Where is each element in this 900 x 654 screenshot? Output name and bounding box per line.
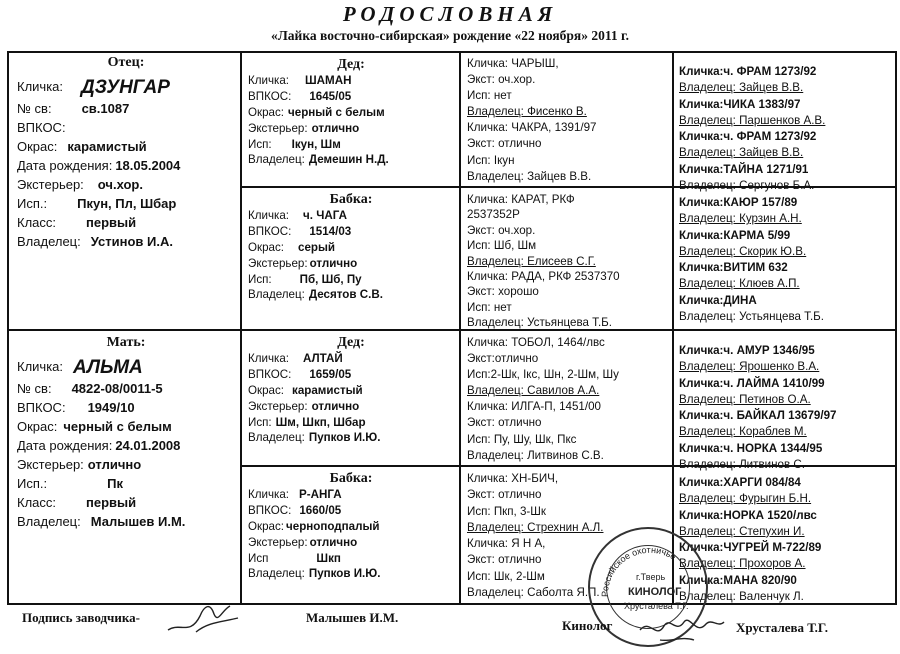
dob-label: Дата рождения: [17, 437, 113, 453]
gg-entry: Владелец: Стрехнин А.Л. [467, 520, 604, 534]
exterior-label: Экстерьер: [17, 456, 84, 472]
grandparent-vpkos: 1660/05 [299, 503, 342, 517]
grandparent-trials: Пб, Шб, Пу [299, 272, 362, 286]
breeder-name: Малышев И.М. [306, 610, 399, 625]
ggg-entry: Кличка:КАРМА 5/99 [679, 228, 791, 242]
ggg-entry: Владелец: Сергунов Б.А. [679, 179, 815, 193]
gg-entry: Исп:2-Шк, Iкс, Шн, 2-Шм, Шу [467, 368, 619, 382]
gg-entry: Исп: Iкун [467, 153, 515, 167]
seal-center: КИНОЛОГ [628, 586, 682, 598]
gg-entry: Владелец: Фисенко В. [467, 105, 587, 119]
ggg-entry: Кличка:ВИТИМ 632 [679, 261, 788, 275]
gg-entry: Кличка: ЧАКРА, 1391/97 [467, 121, 597, 135]
vpkos-label: ВПКОС: [248, 224, 292, 238]
grandparent-trials: Шм, Шкп, Шбар [275, 415, 366, 429]
father-header: Отец: [107, 55, 145, 70]
mother-dob: 24.01.2008 [115, 437, 181, 453]
gg-entry: Экст: отлично [467, 553, 542, 567]
vpkos-label: ВПКОС: [248, 503, 292, 517]
gg-entry: Исп: Пу, Шу, Шк, Пкс [467, 432, 577, 446]
class-label: Класс: [17, 494, 56, 510]
grandparent-owner: Пупков И.Ю. [308, 567, 381, 581]
ggg-cell-4 [679, 475, 893, 605]
cynologist-label: Кинолог [562, 618, 613, 633]
ggg-entry: Владелец: Ярошенко В.А. [679, 360, 820, 374]
grandparent-exterior: отлично [311, 121, 360, 135]
seal-name: Хрусталева Т.Г. [624, 601, 689, 611]
ggg-entry: Кличка:НОРКА 1520/лвс [679, 508, 817, 522]
gg-entry: Кличка: ИЛГА-П, 1451/00 [467, 400, 601, 414]
trials-label: Исп: [248, 137, 272, 151]
gg-entry: Исп: Шк, 2-Шм [467, 569, 545, 583]
mother-name: АЛЬМА [73, 356, 143, 378]
ggg-entry: Владелец: Зайцев В.В. [679, 146, 804, 160]
color-label: Окрас: [17, 138, 58, 154]
grandparent-exterior: отлично [309, 535, 358, 549]
grandparent-owner: Пупков И.Ю. [308, 431, 381, 445]
father-trials: Пкун, Пл, Шбар [77, 195, 177, 211]
owner-label: Владелец: [248, 153, 305, 167]
exterior-label: Экстерьер: [248, 256, 308, 270]
gg-entry: Исп: Пкп, 3-Шк [467, 504, 546, 518]
cynologist-name: Хрусталева Т.Г. [736, 620, 828, 635]
grandparent-vpkos: 1514/03 [309, 224, 352, 238]
ggg-entry: Владелец: Фурыгин Б.Н. [679, 492, 812, 506]
ggg-entry: Владелец: Петинов О.А. [679, 392, 811, 406]
name-label: Кличка: [248, 487, 290, 501]
father-color: карамистый [67, 138, 147, 154]
color-label: Окрас: [248, 240, 285, 254]
gg-entry: Экст: хорошо [467, 285, 539, 299]
great-grandparents-cell-3 [467, 335, 670, 464]
ggg-cell-1 [679, 64, 893, 194]
gg-entry: Экст: отлично [467, 137, 542, 151]
grandparent-vpkos: 1659/05 [309, 367, 352, 381]
grandparent-color: черноподпалый [286, 519, 380, 533]
ggg-entry: Кличка:ХАРГИ 084/84 [679, 476, 801, 489]
gg-entry: Владелец: Устьянцева Т.Б. [467, 316, 612, 330]
exterior-label: Экстерьер: [17, 176, 84, 192]
gg-entry: Экст: отлично [467, 488, 542, 502]
vpkos-label: ВПКОС: [17, 399, 66, 415]
maternal-grandfather-cell [248, 335, 454, 446]
dob-label: Дата рождения: [17, 157, 113, 173]
ggg-entry: Кличка:ЧИКА 1383/97 [679, 97, 801, 111]
mother-cell [17, 335, 235, 531]
ggg-cell-3 [679, 343, 893, 473]
father-class: первый [86, 214, 137, 230]
trials-label: Исп [248, 551, 269, 565]
gg-entry: Кличка: РАДА, РКФ 2537370 [467, 270, 620, 284]
name-label: Кличка: [248, 351, 290, 365]
ggg-entry: Кличка:ТАЙНА 1271/91 [679, 162, 809, 176]
gg-entry: Экст:отлично [467, 352, 539, 366]
grandparent-color: серый [298, 240, 336, 254]
mother-class: первый [86, 494, 137, 510]
color-label: Окрас: [248, 105, 285, 119]
color-label: Окрас: [248, 519, 285, 533]
exterior-label: Экстерьер: [248, 399, 308, 413]
vpkos-label: ВПКОС: [17, 119, 66, 135]
gg-entry: Владелец: Савилов А.А. [467, 384, 600, 398]
gg-entry: Исп: нет [467, 89, 512, 103]
gg-entry: Кличка: ТОБОЛ, 1464/лвс [467, 336, 605, 349]
ggg-entry: Кличка:КАЮР 157/89 [679, 196, 798, 209]
owner-label: Владелец: [248, 567, 305, 581]
ggg-entry: Владелец: Устьянцева Т.Б. [679, 310, 824, 324]
maternal-grandmother-cell [248, 471, 454, 582]
gg-entry: Владелец: Елисеев С.Г. [467, 254, 596, 268]
breeder-signature-icon [160, 592, 250, 642]
grandparent-trials: Iкун, Шм [291, 137, 341, 151]
mother-color: черный с белым [63, 418, 172, 434]
grandparent-name: ч. ЧАГА [303, 208, 347, 222]
name-label: Кличка: [248, 73, 290, 87]
father-name: ДЗУНГАР [81, 76, 170, 98]
ggg-entry: Владелец: Степухин И. [679, 524, 805, 538]
mother-trials: Пк [107, 475, 123, 491]
owner-label: Владелец: [248, 288, 305, 302]
ggg-cell-2 [679, 195, 893, 325]
trials-label: Исп: [248, 415, 272, 429]
color-label: Окрас: [17, 418, 58, 434]
vpkos-label: ВПКОС: [248, 367, 292, 381]
breeder-signature-label: Подпись заводчика- [22, 610, 140, 625]
grandparent-exterior: отлично [311, 399, 360, 413]
ggg-entry: Владелец: Валенчук Л. [679, 590, 804, 604]
grandparent-header: Дед: [337, 57, 365, 72]
grandparent-header: Бабка: [329, 471, 373, 486]
great-grandparents-cell-2 [467, 192, 670, 331]
mother-sv: 4822-08/0011-5 [71, 380, 163, 396]
gg-entry: Экст: оч.хор. [467, 73, 536, 87]
grandparent-owner: Демешин Н.Д. [308, 153, 389, 167]
grandparent-owner: Десятов С.В. [308, 288, 383, 302]
trials-label: Исп: [248, 272, 272, 286]
mother-exterior: отлично [87, 456, 142, 472]
ggg-entry: Владелец: Клюев А.П. [679, 277, 800, 291]
document-title: РОДОСЛОВНАЯ [342, 2, 558, 26]
gg-entry: Кличка: Я Н А, [467, 537, 546, 551]
grandparent-name: АЛТАЙ [303, 351, 343, 365]
ggg-entry: Кличка:ЧУГРЕЙ М-722/89 [679, 541, 822, 555]
owner-label: Владелец: [248, 431, 305, 445]
grandparent-name: Р-АНГА [299, 487, 342, 501]
gg-entry: Кличка: КАРАТ, РКФ [467, 193, 575, 206]
grandparent-header: Бабка: [329, 192, 373, 207]
gg-entry: Кличка: ХН-БИЧ, [467, 472, 559, 485]
owner-label: Владелец: [17, 513, 81, 529]
exterior-label: Экстерьер: [248, 535, 308, 549]
gg-entry: Экст: оч.хор. [467, 223, 536, 237]
trials-label: Исп.: [17, 475, 48, 491]
ggg-entry: Владелец: Кораблев М. [679, 425, 807, 439]
name-label: Кличка: [17, 78, 64, 94]
class-label: Класс: [17, 214, 56, 230]
owner-label: Владелец: [17, 233, 81, 249]
seal-ring-label: Российское охотничье [599, 544, 678, 598]
column-divider-3 [672, 53, 674, 603]
father-owner: Устинов И.А. [90, 233, 173, 249]
mother-header: Мать: [106, 335, 146, 350]
ggg-entry: Владелец: Прохоров А. [679, 557, 806, 571]
exterior-label: Экстерьер: [248, 121, 308, 135]
ggg-entry: Кличка:ч. ФРАМ 1273/92 [679, 65, 817, 78]
ggg-entry: Кличка:ч. БАЙКАЛ 13679/97 [679, 409, 837, 423]
gg-entry: Исп: Шб, Шм [467, 239, 537, 253]
ggg-entry: Кличка:ч. ЛАЙМА 1410/99 [679, 376, 825, 390]
color-label: Окрас: [248, 383, 285, 397]
grandparent-vpkos: 1645/05 [309, 89, 352, 103]
grandparent-color: черный с белым [288, 105, 385, 119]
father-dob: 18.05.2004 [115, 157, 181, 173]
mother-vpkos: 1949/10 [87, 399, 135, 415]
mother-owner: Малышев И.М. [90, 513, 186, 529]
name-label: Кличка: [17, 358, 64, 374]
gg-entry: Владелец: Литвинов С.В. [467, 448, 604, 462]
father-sv: св.1087 [81, 100, 130, 116]
ggg-entry: Кличка:МАНА 820/90 [679, 573, 797, 587]
vpkos-label: ВПКОС: [248, 89, 292, 103]
gg-entry: Исп: нет [467, 300, 512, 314]
column-divider-1 [240, 53, 242, 603]
grandparent-exterior: отлично [309, 256, 358, 270]
column-divider-2 [459, 53, 461, 603]
ggg-entry: Кличка:ч. ФРАМ 1273/92 [679, 130, 817, 144]
paternal-grandfather-cell [248, 57, 454, 168]
cynologist-signature-icon [630, 600, 730, 650]
name-label: Кличка: [248, 208, 290, 222]
ggg-entry: Владелец: Паршенков А.В. [679, 113, 826, 127]
paternal-grandmother-cell [248, 192, 454, 303]
gg-entry: Владелец: Зайцев В.В. [467, 169, 592, 183]
ggg-entry: Владелец: Скорик Ю.В. [679, 244, 807, 258]
ggg-entry: Владелец: Зайцев В.В. [679, 81, 804, 95]
grandparent-header: Дед: [337, 335, 365, 350]
father-exterior: оч.хор. [97, 176, 143, 192]
row-divider-center [9, 329, 895, 331]
ggg-entry: Кличка:ч. АМУР 1346/95 [679, 344, 815, 357]
ggg-entry: Кличка:ч. НОРКА 1344/95 [679, 441, 823, 455]
sv-label: № св: [17, 100, 52, 116]
grandparent-color: карамистый [292, 383, 363, 397]
gg-entry: 2537352Р [467, 208, 520, 222]
document-subtitle: «Лайка восточно-сибирская» рождение «22 ноября» 2011 г. [271, 28, 629, 43]
ggg-entry: Кличка:ДИНА [679, 293, 757, 307]
trials-label: Исп.: [17, 195, 48, 211]
ggg-entry: Владелец: Литвинов С. [679, 458, 805, 472]
father-cell [17, 55, 235, 251]
gg-entry: Владелец: Саболта Я.П. [467, 586, 600, 600]
gg-entry: Кличка: ЧАРЫШ, [467, 57, 559, 70]
ggg-entry: Владелец: Курзин А.Н. [679, 212, 802, 226]
sv-label: № св: [17, 380, 52, 396]
pedigree-table [7, 51, 897, 605]
great-grandparents-cell-1 [467, 56, 670, 185]
gg-entry: Экст: отлично [467, 416, 542, 430]
grandparent-name: ШАМАН [305, 73, 352, 87]
father-vpkos [66, 118, 72, 137]
grandparent-trials: Шкп [316, 551, 341, 565]
seal-city: г.Тверь [636, 572, 666, 582]
